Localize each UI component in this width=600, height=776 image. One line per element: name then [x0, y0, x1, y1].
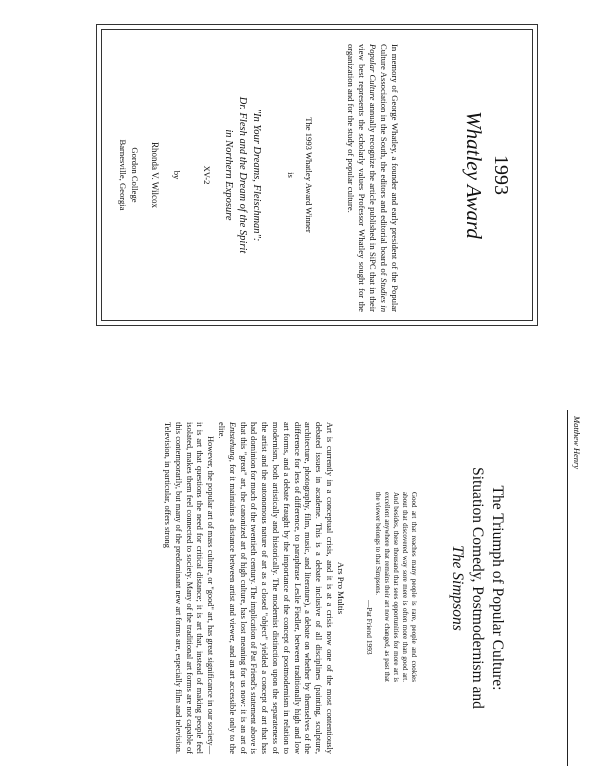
institution-location: Barnesville, Georgia — [118, 139, 128, 211]
paragraph-1-italic: Entstehung — [227, 422, 237, 460]
article-body — [161, 422, 334, 754]
award-intro-part2: annually recognize the article published in SiPC that in their view best represents the scholarly values Professor Whatley sought for the organization and for the study of popular culture. — [346, 44, 378, 312]
article-title-line2: Situation Comedy, Postmodernism and — [469, 467, 486, 709]
paragraph-1 — [215, 422, 334, 754]
epigraph-attribution: —Pat Friend 1993 — [365, 600, 374, 655]
paragraph-1-part-b: , for it maintains a distance between artist and viewer, and an art accessible only to the elite. — [217, 422, 237, 754]
award-name: Whatley Award — [462, 111, 486, 239]
by-text: by — [172, 170, 182, 180]
epigraph: Good art that reaches many people is rare, people and cookies about that discovered way sore mere is often more than good art. And besides, these thousand that sees opportunities for more art is excellent anywhere that remains their art now changed, as past that the viewer belongs to that Simpsons. — [374, 492, 418, 682]
institution-name: Gordon College — [130, 147, 140, 203]
section-heading: Ars Pro Multis — [336, 561, 346, 615]
header-rule — [567, 410, 568, 766]
winning-title-line1: "In Your Dreams, Fleischman": — [251, 108, 262, 242]
paragraph-1-part-a: Art is currently in a conceptual crisis, and it is at a crisis now one of the most contentiously debated issues in academe. This is a debate inclusive of all disciplines (painting, sculpture, architecture, photography, film, music, and literature), a debate on whether by themselves of the difference for less of difference, to paraphrase Leslie Fiedler, between traditionally high and low art forms, and a debate fraught by the importance of the concept of postmodernism in relation to modernism, both artistically and historically. The modernist distinction upon the separateness of the artist and the autonomous nature of art as a closed "object" yielded a concept of art that has had dominion for much of the twentieth century. The implication of Pat Friend's statement above is that this "great" art, the canonized art of high culture, has lost meaning for us now: it is an art of — [238, 422, 334, 755]
article-title-line3: The Simpsons — [449, 545, 466, 631]
winning-title-line2: Dr. Flesh and the Dream of the Spirit — [237, 96, 248, 254]
award-frame — [96, 24, 538, 326]
award-year: 1993 — [490, 155, 512, 195]
winning-title-line3: in Northern Exposure — [223, 129, 234, 221]
article-title-line1: The Triumph of Popular Culture: — [489, 485, 506, 691]
award-description — [345, 44, 400, 312]
winner-line: The 1993 Whatley Award Winner — [304, 117, 314, 233]
paragraph-2: However, the popular art of mass culture, or "good" art, has great significance in our society—it is art that questions the need for critical distance; it is art that, instead of making people feel isolated, makes them feel connected to society. Many of the traditional art forms are not capable of this contemporarily, but many of the predominant new art forms are, especially film and television. Television, in particular, offers strong — [163, 422, 216, 754]
running-head: Matthew Henry — [572, 416, 582, 470]
award-intro-part1: In memory of George Whatley, a founder and early president of the Popular Culture Association in the South, the editors and editorial board of — [379, 44, 400, 312]
article-page — [0, 400, 600, 776]
author-name: Rhonda V. Wilcox — [150, 142, 160, 208]
award-frame-inner — [101, 29, 533, 321]
journal-title: Studies in Popular Culture — [368, 44, 389, 312]
is-text: is — [286, 172, 296, 178]
issue-number: XV-2 — [202, 165, 212, 185]
